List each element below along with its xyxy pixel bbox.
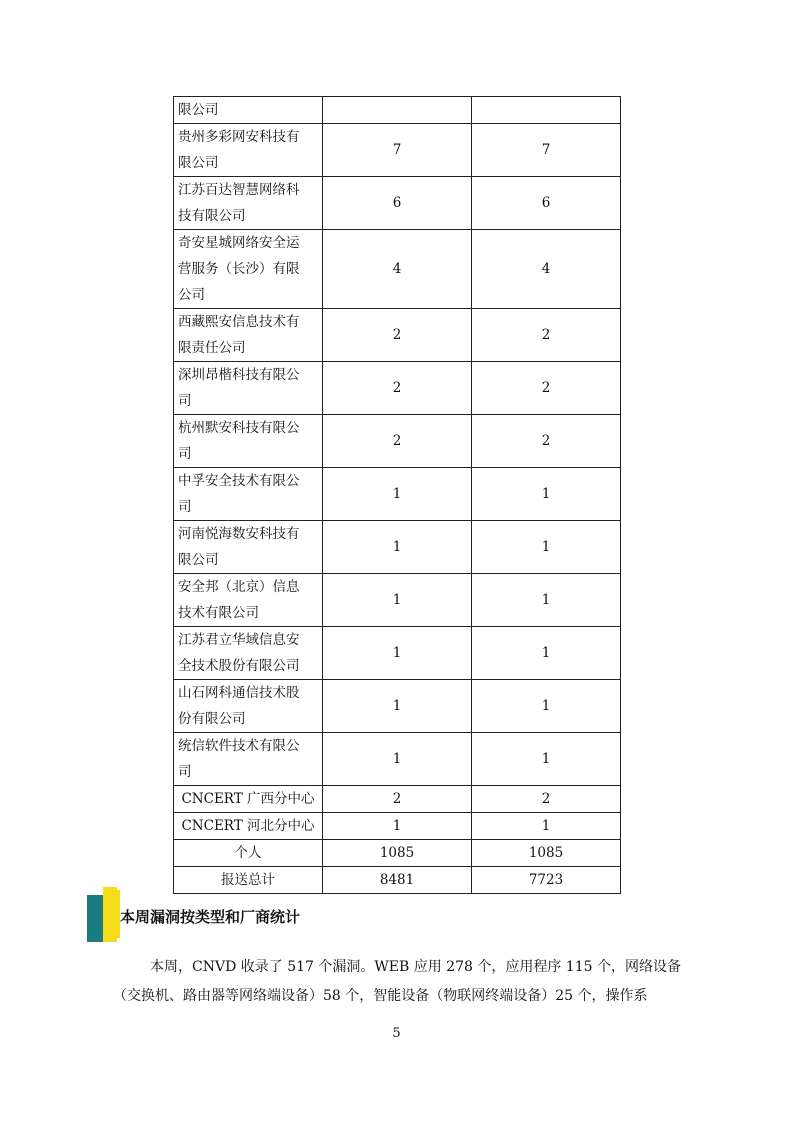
- unit-name-line: 限公司: [178, 102, 219, 118]
- paragraph-line-2: （交换机、路由器等网络端设备）58 个，智能设备（物联网终端设备）25 个，操作系: [113, 988, 648, 1004]
- unit-name-line: 营服务（长沙）有限: [178, 261, 300, 277]
- count-cell: 8481: [323, 867, 472, 894]
- count-cell: 1085: [323, 840, 472, 867]
- section-decoration-teal: [87, 895, 103, 942]
- unit-name-line: 贵州多彩网安科技有: [178, 129, 300, 145]
- table-row: [174, 786, 621, 813]
- count-cell-2: 1: [472, 574, 621, 627]
- unit-name-cell: [174, 362, 323, 415]
- unit-name-line: 山石网科通信技术股: [178, 685, 300, 701]
- count-cell: 1: [323, 574, 472, 627]
- count-cell: 1: [323, 733, 472, 786]
- count-cell-2: 6: [472, 177, 621, 230]
- count-cell-2: 1: [472, 468, 621, 521]
- table-row: [174, 362, 621, 415]
- count-cell: 1: [323, 468, 472, 521]
- table-row: [174, 230, 621, 309]
- count-cell-2: 1: [472, 627, 621, 680]
- unit-name-line: 西藏熙安信息技术有: [178, 314, 300, 330]
- unit-name-cell: [174, 733, 323, 786]
- table-row: [174, 415, 621, 468]
- unit-name-line: 江苏君立华域信息安: [178, 632, 300, 648]
- table-row: [174, 177, 621, 230]
- count-cell: 1: [323, 627, 472, 680]
- unit-name-cell: [174, 415, 323, 468]
- unit-name-cell: [174, 309, 323, 362]
- table-row: [174, 574, 621, 627]
- unit-name-line: 份有限公司: [178, 711, 246, 727]
- table-row: [174, 309, 621, 362]
- count-cell-2: 7: [472, 124, 621, 177]
- count-cell: 4: [323, 230, 472, 309]
- unit-name-line: 技有限公司: [178, 208, 246, 224]
- table-row: [174, 867, 621, 894]
- unit-name-line: 报送总计: [221, 872, 275, 888]
- unit-name-line: 司: [178, 499, 192, 515]
- count-cell: 7: [323, 124, 472, 177]
- unit-name-line: 河南悦海数安科技有: [178, 526, 300, 542]
- table-row: [174, 813, 621, 840]
- unit-name-cell: [174, 574, 323, 627]
- unit-name-cell: [174, 97, 323, 124]
- count-cell-2: [472, 97, 621, 124]
- vulnerability-report-table: [173, 96, 621, 894]
- table-row: [174, 468, 621, 521]
- count-cell-2: 1: [472, 680, 621, 733]
- unit-name-line: 司: [178, 446, 192, 462]
- unit-name-cell: [174, 468, 323, 521]
- unit-name-cell: [174, 786, 323, 813]
- unit-name-line: 司: [178, 393, 192, 409]
- table-row: [174, 680, 621, 733]
- count-cell-2: 2: [472, 415, 621, 468]
- unit-name-line: 安全邦（北京）信息: [178, 579, 300, 595]
- unit-name-cell: [174, 840, 323, 867]
- count-cell: 2: [323, 362, 472, 415]
- count-cell-2: 1: [472, 521, 621, 574]
- count-cell-2: 7723: [472, 867, 621, 894]
- count-cell-2: 1: [472, 733, 621, 786]
- count-cell-2: 4: [472, 230, 621, 309]
- count-cell-2: 1085: [472, 840, 621, 867]
- unit-name-line: 江苏百达智慧网络科: [178, 182, 300, 198]
- count-cell-2: 2: [472, 362, 621, 415]
- table-row: [174, 627, 621, 680]
- count-cell: 1: [323, 813, 472, 840]
- table-row: [174, 521, 621, 574]
- unit-name-line: 奇安星城网络安全运: [178, 235, 300, 251]
- unit-name-line: 杭州默安科技有限公: [178, 420, 300, 436]
- unit-name-cell: [174, 680, 323, 733]
- unit-name-line: 限公司: [178, 552, 219, 568]
- unit-name-cell: [174, 230, 323, 309]
- unit-name-line: 全技术股份有限公司: [178, 658, 300, 674]
- paragraph-line-1: 本周，CNVD 收录了 517 个漏洞。WEB 应用 278 个，应用程序 115 个，网络设备: [150, 959, 681, 975]
- count-cell: 2: [323, 415, 472, 468]
- table-row: [174, 840, 621, 867]
- unit-name-line: 统信软件技术有限公: [178, 738, 300, 754]
- unit-name-line: 限责任公司: [178, 340, 246, 356]
- unit-name-cell: [174, 521, 323, 574]
- table-row: [174, 97, 621, 124]
- section-heading: 本周漏洞按类型和厂商统计: [120, 908, 301, 926]
- unit-name-line: 个人: [234, 845, 262, 861]
- count-cell: 2: [323, 786, 472, 813]
- count-cell-2: 1: [472, 813, 621, 840]
- unit-name-cell: [174, 813, 323, 840]
- count-cell: 1: [323, 521, 472, 574]
- count-cell-2: 2: [472, 786, 621, 813]
- unit-name-line: 技术有限公司: [178, 605, 259, 621]
- page-number: 5: [392, 1026, 401, 1041]
- unit-name-cell: [174, 124, 323, 177]
- count-cell: [323, 97, 472, 124]
- count-cell-2: 2: [472, 309, 621, 362]
- count-cell: 2: [323, 309, 472, 362]
- section-decoration-yellow: [103, 887, 117, 942]
- unit-name-line: CNCERT 河北分中心: [181, 818, 315, 834]
- unit-name-line: 限公司: [178, 155, 219, 171]
- unit-name-line: CNCERT 广西分中心: [181, 791, 315, 807]
- unit-name-line: 司: [178, 764, 192, 780]
- unit-name-line: 深圳昂楷科技有限公: [178, 367, 300, 383]
- table-row: [174, 733, 621, 786]
- unit-name-cell: [174, 867, 323, 894]
- count-cell: 6: [323, 177, 472, 230]
- unit-name-cell: [174, 627, 323, 680]
- unit-name-line: 公司: [178, 287, 205, 303]
- unit-name-line: 中孚安全技术有限公: [178, 473, 300, 489]
- unit-name-cell: [174, 177, 323, 230]
- table-row: [174, 124, 621, 177]
- count-cell: 1: [323, 680, 472, 733]
